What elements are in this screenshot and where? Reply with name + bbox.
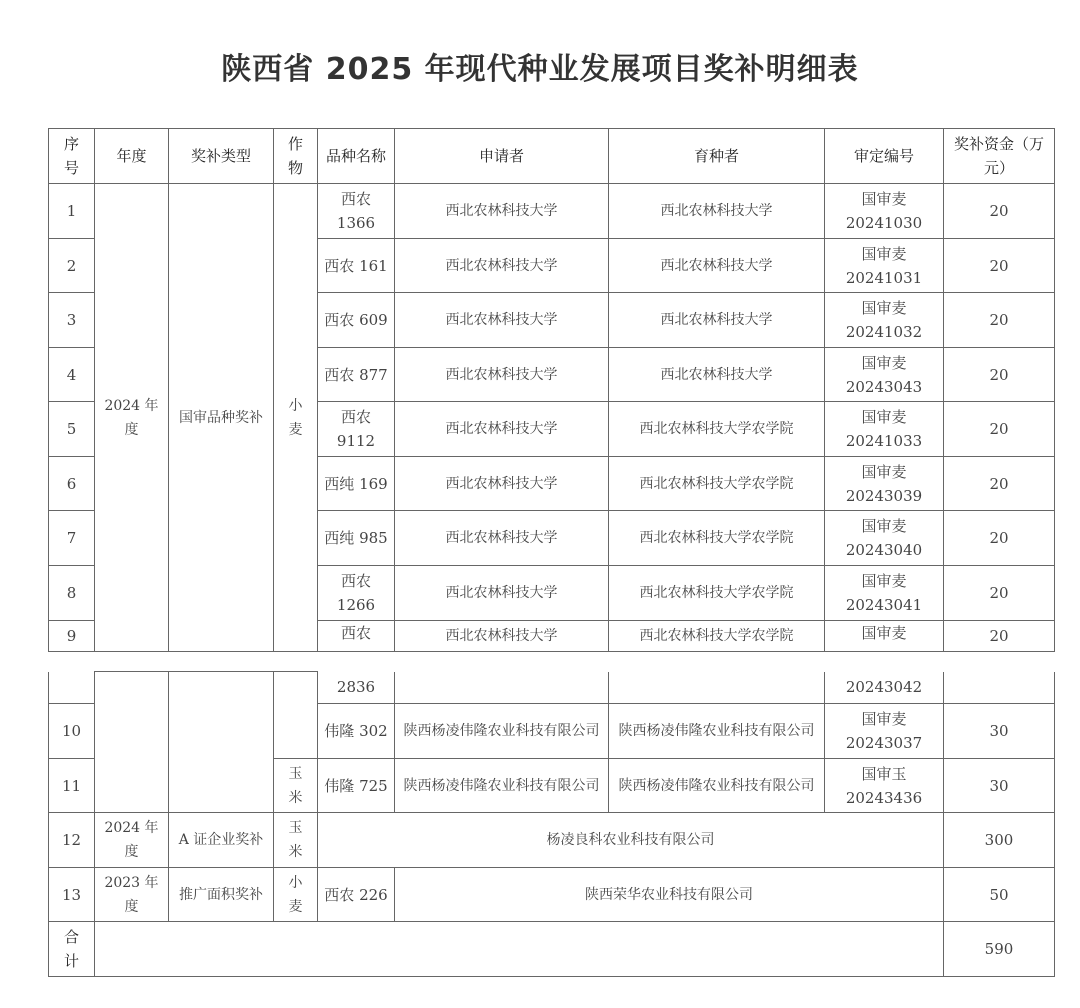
seq-cell: 7: [49, 511, 95, 566]
crop-cell: 小麦: [274, 868, 318, 922]
funding-cell-empty: [944, 672, 1055, 704]
seq-cell: 3: [49, 293, 95, 348]
header-funding: 奖补资金（万元）: [944, 129, 1055, 184]
seq-cell: 5: [49, 402, 95, 457]
header-variety: 品种名称: [318, 129, 395, 184]
funding-cell: 20: [944, 402, 1055, 457]
total-funding: 590: [944, 922, 1055, 977]
header-year: 年度: [95, 129, 169, 184]
header-seq: 序号: [49, 129, 95, 184]
seq-cell: 11: [49, 759, 95, 813]
approval-cell: 国审麦 20243041: [825, 566, 944, 621]
variety-cell: 西农 161: [318, 239, 395, 293]
award-table-part1: [48, 128, 1055, 652]
table-row-9-continued: [49, 672, 1055, 704]
seq-cell: 6: [49, 457, 95, 511]
approval-cell: 国审麦 20241033: [825, 402, 944, 457]
applicant-cell: 西北农林科技大学: [395, 511, 609, 566]
seq-cell-empty: [49, 672, 95, 704]
variety-cell: 西农 609: [318, 293, 395, 348]
type-cell-continued: [169, 672, 274, 813]
company-cell: 杨凌良科农业科技有限公司: [318, 813, 944, 868]
applicant-cell: 西北农林科技大学: [395, 184, 609, 239]
type-cell: 推广面积奖补: [169, 868, 274, 922]
variety-cell: 西农: [318, 621, 395, 652]
header-approval: 审定编号: [825, 129, 944, 184]
approval-cell: 国审麦 20241031: [825, 239, 944, 293]
funding-cell: 20: [944, 566, 1055, 621]
table-row: [49, 868, 1055, 922]
applicant-cell: 西北农林科技大学: [395, 293, 609, 348]
year-cell: 2024 年度: [95, 813, 169, 868]
approval-cell: 国审玉 20243436: [825, 759, 944, 813]
breeder-cell: 西北农林科技大学农学院: [609, 511, 825, 566]
award-table-part2: [48, 671, 1055, 977]
applicant-cell: 西北农林科技大学: [395, 348, 609, 402]
seq-cell: 10: [49, 704, 95, 759]
funding-cell: 20: [944, 348, 1055, 402]
funding-cell: 50: [944, 868, 1055, 922]
approval-cell: 国审麦 20243039: [825, 457, 944, 511]
breeder-cell: 西北农林科技大学农学院: [609, 457, 825, 511]
funding-cell: 20: [944, 293, 1055, 348]
seq-cell: 12: [49, 813, 95, 868]
applicant-cell: 西北农林科技大学: [395, 566, 609, 621]
funding-cell: 20: [944, 621, 1055, 652]
variety-cell: 西农 9112: [318, 402, 395, 457]
variety-cell: 西纯 169: [318, 457, 395, 511]
table-row: [49, 184, 1055, 239]
crop-cell: 玉米: [274, 759, 318, 813]
approval-cell: 20243042: [825, 672, 944, 704]
breeder-cell-empty: [609, 672, 825, 704]
seq-cell: 1: [49, 184, 95, 239]
approval-cell: 国审麦: [825, 621, 944, 652]
funding-cell: 20: [944, 457, 1055, 511]
variety-cell: 伟隆 302: [318, 704, 395, 759]
breeder-cell: 西北农林科技大学: [609, 293, 825, 348]
breeder-cell: 西北农林科技大学农学院: [609, 621, 825, 652]
funding-cell: 20: [944, 511, 1055, 566]
variety-cell: 西农 1366: [318, 184, 395, 239]
approval-cell: 国审麦 20241030: [825, 184, 944, 239]
breeder-cell: 西北农林科技大学农学院: [609, 402, 825, 457]
funding-cell: 30: [944, 759, 1055, 813]
applicant-cell: 陕西杨凌伟隆农业科技有限公司: [395, 759, 609, 813]
company-cell: 陕西荣华农业科技有限公司: [395, 868, 944, 922]
seq-cell: 4: [49, 348, 95, 402]
seq-cell: 2: [49, 239, 95, 293]
header-row: [49, 129, 1055, 184]
crop-cell: 玉米: [274, 813, 318, 868]
year-cell-continued: [95, 672, 169, 813]
breeder-cell: 西北农林科技大学: [609, 348, 825, 402]
header-type: 奖补类型: [169, 129, 274, 184]
variety-cell: 西农 226: [318, 868, 395, 922]
header-crop: 作物: [274, 129, 318, 184]
approval-cell: 国审麦 20243040: [825, 511, 944, 566]
applicant-cell: 西北农林科技大学: [395, 621, 609, 652]
seq-cell: 8: [49, 566, 95, 621]
header-applicant: 申请者: [395, 129, 609, 184]
total-label: 合计: [49, 922, 95, 977]
seq-cell: 9: [49, 621, 95, 652]
applicant-cell: 西北农林科技大学: [395, 239, 609, 293]
seq-cell: 13: [49, 868, 95, 922]
breeder-cell: 陕西杨凌伟隆农业科技有限公司: [609, 704, 825, 759]
crop-cell: 小麦: [274, 184, 318, 652]
page-title: 陕西省 2025 年现代种业发展项目奖补明细表: [221, 52, 859, 87]
funding-cell: 300: [944, 813, 1055, 868]
breeder-cell: 西北农林科技大学农学院: [609, 566, 825, 621]
table-row: [49, 813, 1055, 868]
breeder-cell: 陕西杨凌伟隆农业科技有限公司: [609, 759, 825, 813]
applicant-cell: 陕西杨凌伟隆农业科技有限公司: [395, 704, 609, 759]
variety-cell: 2836: [318, 672, 395, 704]
approval-cell: 国审麦 20243037: [825, 704, 944, 759]
applicant-cell: 西北农林科技大学: [395, 402, 609, 457]
variety-cell: 伟隆 725: [318, 759, 395, 813]
header-breeder: 育种者: [609, 129, 825, 184]
type-cell: A 证企业奖补: [169, 813, 274, 868]
crop-cell-continued: [274, 672, 318, 759]
approval-cell: 国审麦 20241032: [825, 293, 944, 348]
approval-cell: 国审麦 20243043: [825, 348, 944, 402]
type-cell: 国审品种奖补: [169, 184, 274, 652]
funding-cell: 20: [944, 184, 1055, 239]
variety-cell: 西农 877: [318, 348, 395, 402]
applicant-cell: 西北农林科技大学: [395, 457, 609, 511]
applicant-cell-empty: [395, 672, 609, 704]
variety-cell: 西纯 985: [318, 511, 395, 566]
breeder-cell: 西北农林科技大学: [609, 184, 825, 239]
funding-cell: 30: [944, 704, 1055, 759]
year-cell: 2023 年度: [95, 868, 169, 922]
breeder-cell: 西北农林科技大学: [609, 239, 825, 293]
variety-cell: 西农 1266: [318, 566, 395, 621]
funding-cell: 20: [944, 239, 1055, 293]
total-empty-cell: [95, 922, 944, 977]
year-cell: 2024 年度: [95, 184, 169, 652]
total-row: [49, 922, 1055, 977]
